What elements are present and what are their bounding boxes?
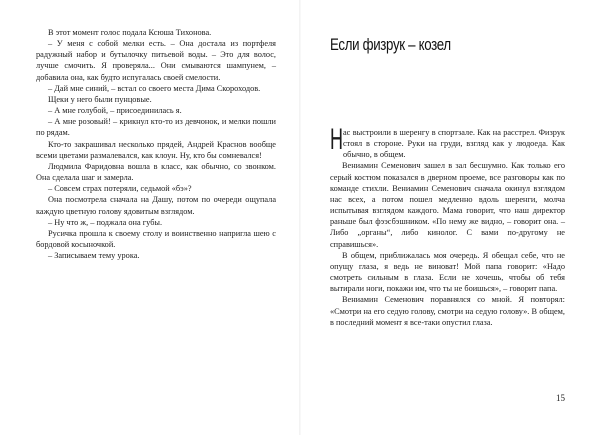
first-paragraph-text: ас выстроили в шеренгу в спортзале. Как на расстрел. Физрук стоял в стороне. Руки на груди, взгляд как у людоеда. Как обычно, в общем. xyxy=(343,128,565,160)
paragraph: В общем, приближалась моя очередь. Я обещал себе, что не опущу глаза, я ведь не виноват! Мой папа говорит: «Надо смотреть сильным в глаза. Если не хочешь, чтобы об тебя вытирали ноги, покажи им, что ты не боишься», – говорит папа. xyxy=(330,250,565,294)
paragraph: – Записываем тему урока. xyxy=(48,251,140,261)
paragraph: Кто-то закрашивал несколько прядей, Андрей Краснов вообще всеми цветами размалевался, как клоун. Ну, кто бы сомневался! xyxy=(36,139,276,160)
paragraph: Людмила Фаридовна вошла в класс, как обычно, со звонком. Она сделала шаг и замерла. xyxy=(36,161,276,183)
paragraph: Русичка прошла к своему столу и воинственно напригла шею с бордовой косыночкой. xyxy=(36,228,276,249)
paragraph: Вениамин Семенович зашел в зал бесшумно. Как только его серый костюм показался в дверном проеме, все разговоры как по команде стихли. Вениамин Семенович сначала окинул взглядом нас всех, а потом пошел медленно вдоль шеренги, молча испытывая взглядом каждого. Мама говорит, что наш директор раньше был фээсбэшником. «По нему же видно, – говорит она. – Либо „органы“, либо кинолог. С вами по-другому не справишься». xyxy=(330,161,565,249)
paragraph: – Совсем страх потеряли, седьмой «бэ»? xyxy=(48,184,192,194)
right-page-text xyxy=(330,123,565,328)
drop-cap: Н xyxy=(330,123,344,156)
paragraph: – Дай мне синий, – встал со своего места Дима Скороходов. xyxy=(48,83,261,93)
chapter-title: Если физрук – козел xyxy=(330,35,451,54)
paragraph: – А мне розовый! – крикнул кто-то из девчонок, и мелки пошли по рядам. xyxy=(36,117,276,138)
paragraph: Вениамин Семенович поравнялся со мной. Я повторял: «Смотри на его седую голову, смотри на седую голову». В общем, в последний момент я все-таки опустил глаза. xyxy=(330,295,565,327)
left-page-text xyxy=(36,27,276,261)
page-number: 15 xyxy=(556,393,565,403)
paragraph: – Ну что ж, – поджала она губы. xyxy=(48,217,163,227)
paragraph: Она посмотрела сначала на Дашу, потом по очереди ощупала каждую цветную голову ядовитым взглядом. xyxy=(36,195,276,216)
first-paragraph xyxy=(330,123,565,160)
paragraph: – А мне голубой, – присоединилась я. xyxy=(48,106,182,116)
paragraph: В этот момент голос подала Ксюша Тихонова. xyxy=(48,28,212,37)
paragraph: – У меня с собой мелки есть. – Она достала из портфеля радужный набор и бутылочку питьевой воды. – Это для волос, лучше смочить. Я проверяла... Они смываются шампунем, – добавила она, как будто испугалась своей смелости. xyxy=(36,39,276,82)
paragraph: Щеки у него были пунцовые. xyxy=(48,94,152,104)
